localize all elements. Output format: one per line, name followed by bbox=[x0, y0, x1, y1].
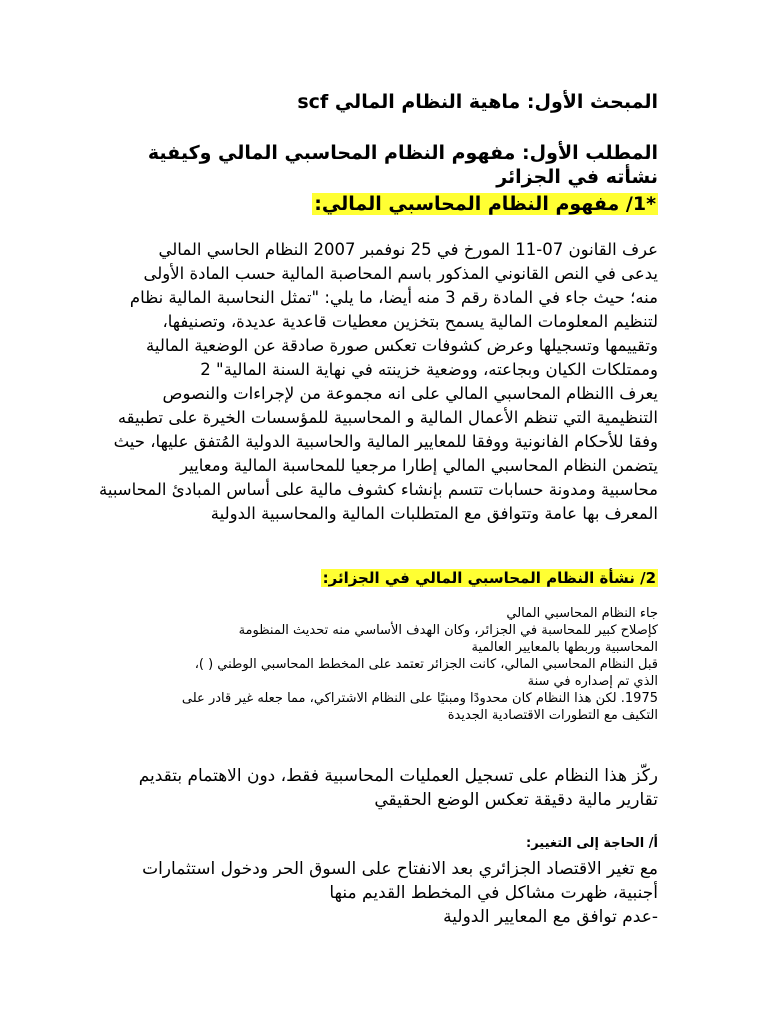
paragraph-line: كإصلاح كبير للمحاسبة في الجزائر، وكان الهدف الأساسي منه تحديث المنظومة bbox=[238, 623, 658, 638]
paragraph-line: يدعى في النص القانوني المذكور باسم المحاصبة المالية حسب المادة الأولى bbox=[143, 264, 658, 283]
focus-paragraph bbox=[138, 764, 658, 812]
origin-paragraph bbox=[118, 605, 658, 724]
change-paragraph bbox=[118, 857, 658, 929]
need-for-change-heading: أ/ الحاجة إلى التغيير: bbox=[526, 836, 658, 851]
paragraph-line: جاء النظام المحاسبي المالي bbox=[506, 606, 658, 621]
paragraph-line: أجنبية، ظهرت مشاكل في المخطط القديم منها bbox=[329, 883, 658, 903]
paragraph-line: محاسبية ومدونة حسابات تتسم بإنشاء كشوف مالية على أساس المبادئ المحاسبية bbox=[99, 480, 658, 499]
paragraph-line: منه؛ حيث جاء في المادة رقم 3 منه أيضا، ما يلي: "تمثل النحاسبة المالية نظام bbox=[129, 288, 658, 307]
origin-heading-highlight: 2/ نشأة النظام المحاسبي المالي في الجزائر: bbox=[322, 569, 656, 587]
paragraph-line: عرف القانون 07-11 المورخ في 25 نوفمبر 2007 النظام الحاسي المالي bbox=[158, 240, 658, 259]
paragraph-line: -عدم توافق مع المعايير الدولية bbox=[443, 907, 658, 927]
paragraph-line: مع تغير الاقتصاد الجزائري بعد الانفتاح على السوق الحر ودخول استثمارات bbox=[142, 859, 658, 879]
paragraph-line: التكيف مع التطورات الاقتصادية الجديدة bbox=[447, 708, 658, 723]
paragraph-line: المحاسبية وربطها بالمعايير العالمية bbox=[471, 640, 658, 655]
paragraph-line: قبل النظام المحاسبي المالي، كانت الجزائر تعتمد على المخطط المحاسبي الوطني ( )، bbox=[194, 657, 658, 672]
section-heading: المطلب الأول: مفهوم النظام المحاسبي المالي وكيفية نشأته في الجزائر bbox=[147, 142, 658, 188]
paragraph-line: وممتلكات الكيان وبجاعته، ووضعية خزينته في نهاية السنة المالية" 2 bbox=[200, 360, 658, 379]
paragraph-line: المعرف بها عامة وتتوافق مع المتطلبات المالية والمحاسبية الدولية bbox=[210, 504, 658, 523]
paragraph-line: الذي تم إصداره في سنة bbox=[527, 674, 658, 689]
chapter-heading: المبحث الأول: ماهية النظام المالي scf bbox=[297, 91, 658, 113]
paragraph-line: وتقييمها وتسجيلها وعرض كشوفات تعكس صورة صادقة عن الوضعية المالية bbox=[146, 336, 658, 355]
paragraph-line: يتضمن النظام المحاسبي المالي إطارا مرجعيا للمحاسبة المالية ومعايير bbox=[180, 456, 658, 475]
paragraph-line: التنظيمية التي تنظم الأعمال المالية و المحاسبية للمؤسسات الخيرة على تطبيقه bbox=[117, 408, 658, 427]
paragraph-line: وفقا للأحكام الفانونية ووفقا للمعايير المالية والحاسبية الدولية المُتفق عليها، حيث bbox=[113, 432, 658, 451]
concept-heading bbox=[118, 192, 658, 216]
concept-heading-highlight: *1/ مفهوم النظام المحاسبي المالي: bbox=[314, 193, 656, 215]
paragraph-line: تقارير مالية دقيقة تعكس الوضع الحقيقي bbox=[374, 790, 658, 810]
definition-paragraph bbox=[99, 238, 658, 526]
paragraph-line: 1975. لكن هذا النظام كان محدودًا ومبنيًا على النظام الاشتراكي، مما جعله غير قادر على bbox=[181, 691, 658, 706]
paragraph-line: لتنظيم المعلومات المالية يسمح بتخزين معطيات قاعدية عديدة، وتصنيفها، bbox=[162, 312, 658, 331]
paragraph-line: ركّز هذا النظام على تسجيل العمليات المحاسبية فقط، دون الاهتمام بتقديم bbox=[138, 766, 658, 786]
origin-heading bbox=[118, 567, 658, 589]
paragraph-line: يعرف االنظام المحاسبي المالي على انه مجموعة من لإجراءات والنصوص bbox=[162, 384, 658, 403]
